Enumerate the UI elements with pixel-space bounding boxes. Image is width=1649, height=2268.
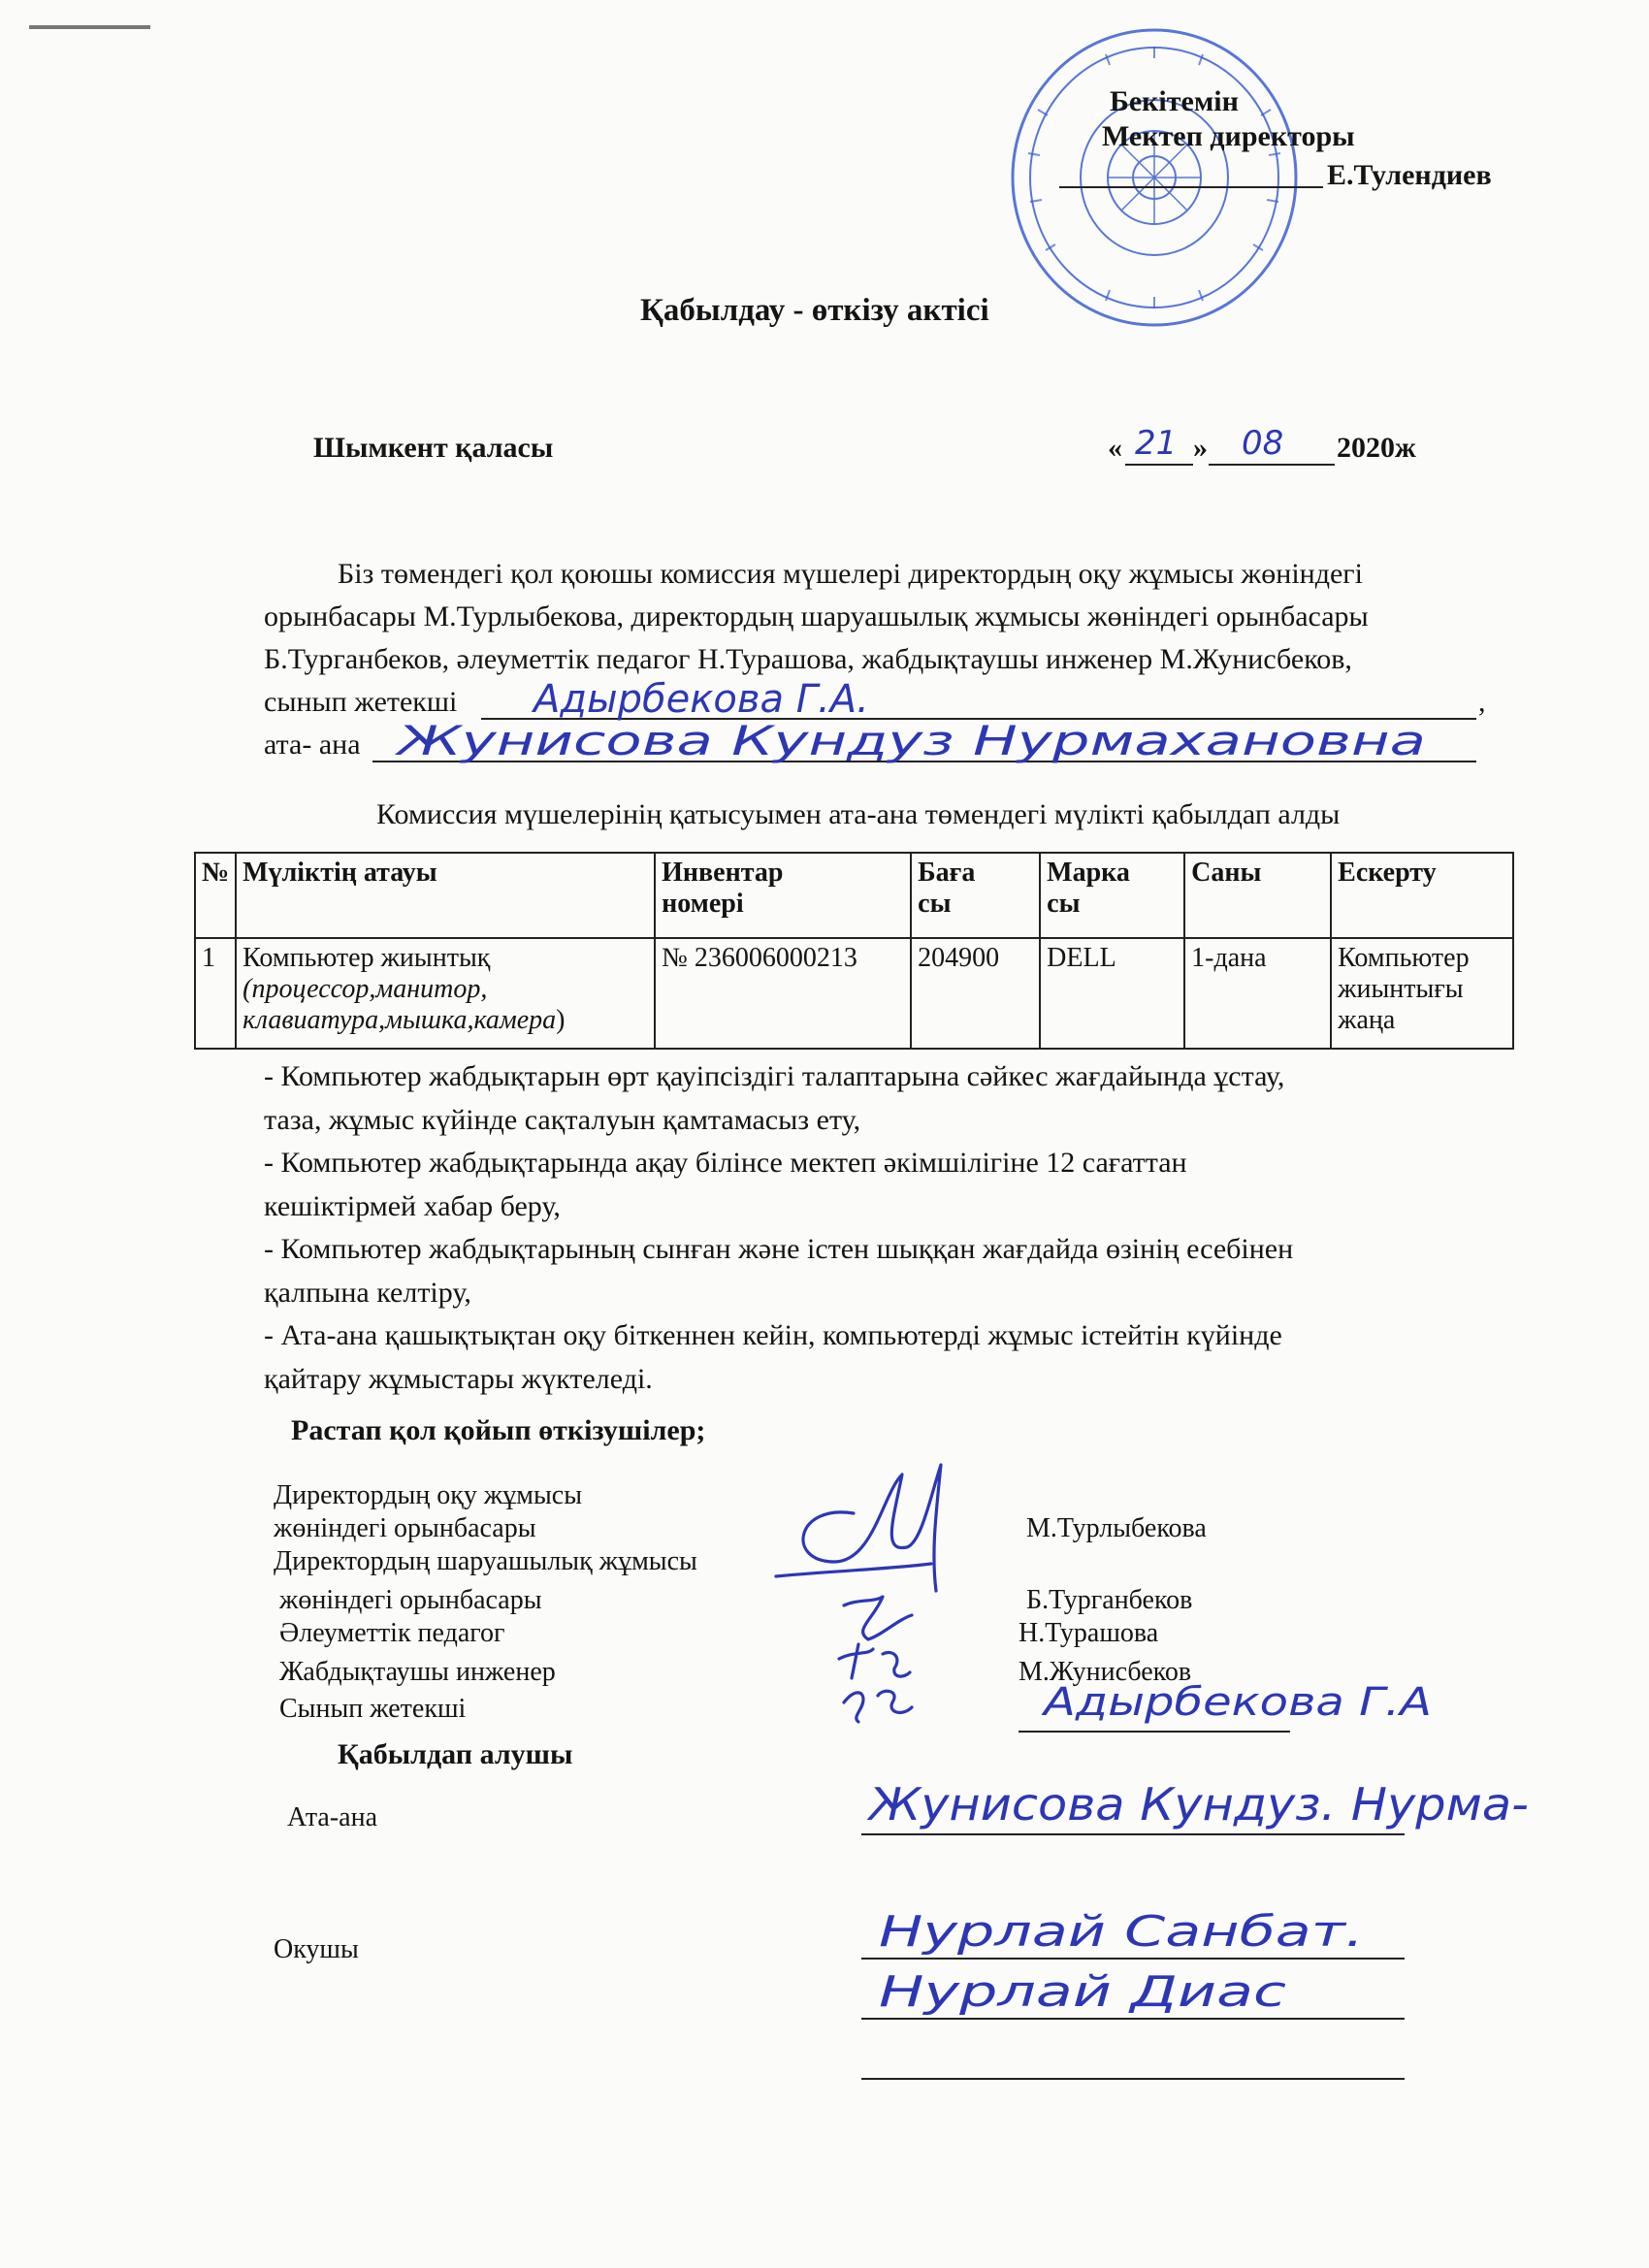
receiver-student-line-1 — [861, 1958, 1405, 1960]
role-1-line-2: жөніндегі орынбасары — [274, 1513, 536, 1543]
col-header-num: № — [195, 853, 236, 938]
col-header-qty: Саны — [1184, 853, 1331, 938]
condition-line: қайтару жұмыстары жүктеледі. — [264, 1362, 653, 1395]
svg-text:Нурлай Санбат.: Нурлай Санбат. — [879, 1907, 1364, 1957]
svg-text:Адырбекова Г.А.: Адырбекова Г.А. — [534, 677, 869, 722]
parent-label: ата- ана — [264, 729, 361, 761]
col-header-name: Мүліктің атауы — [236, 853, 655, 938]
class-teacher-name-handwritten — [1038, 1670, 1445, 1731]
role-2-line-2: жөніндегі орынбасары — [279, 1585, 542, 1615]
name-2: Б.Турганбеков — [1026, 1585, 1193, 1615]
official-stamp — [999, 17, 1310, 338]
receiver-parent-line — [861, 1833, 1405, 1835]
receiver-parent-label: Ата-ана — [287, 1802, 377, 1832]
director-signature-line — [1059, 186, 1323, 188]
receiver-student-label: Окушы — [274, 1934, 359, 1964]
name-1: М.Турлыбекова — [1026, 1513, 1207, 1543]
condition-line: кешіктірмей хабар беру, — [264, 1189, 561, 1222]
condition-line: - Компьютер жабдықтарын өрт қауіпсіздігі талаптарына сәйкес жағдайында ұстау, — [264, 1060, 1285, 1092]
cell-qty: 1-дана — [1184, 938, 1331, 1049]
signatories-heading: Растап қол қойып өткізушілер; — [291, 1414, 706, 1446]
name-3: Н.Турашова — [1018, 1618, 1159, 1648]
conditions-list — [264, 1055, 1293, 1401]
approval-position: Мектеп директоры — [1102, 120, 1355, 152]
col-header-inventory: Инвентар номері — [655, 853, 911, 938]
approval-heading: Бекітемін — [1110, 85, 1239, 117]
svg-text:21: 21 — [1135, 424, 1178, 463]
receiver-student-signature-2 — [873, 1961, 1319, 2018]
receivers-heading: Қабылдап алушы — [338, 1738, 573, 1770]
condition-line: таза, жұмыс күйінде сақталуын қамтамасыз ету, — [264, 1103, 861, 1136]
receiver-student-line-2 — [861, 2018, 1405, 2020]
role-4: Жабдықтаушы инженер — [279, 1657, 556, 1687]
col-header-price: Баға сы — [911, 853, 1040, 938]
role-5: Сынып жетекші — [279, 1694, 467, 1724]
parent-signature — [388, 714, 1455, 766]
date-year: 2020ж — [1337, 432, 1416, 464]
role-5-signature-line — [1018, 1731, 1290, 1733]
condition-line: - Компьютер жабдықтарының сынған және істен шыққан жағдайда өзінің есебінен — [264, 1233, 1294, 1265]
condition-line: - Компьютер жабдықтарында ақау білінсе мектеп әкімшілігіне 12 сағаттан — [264, 1147, 1187, 1179]
receiver-student-signature-1 — [873, 1899, 1377, 1958]
svg-text:Нурлай Диас: Нурлай Диас — [879, 1967, 1286, 2017]
cell-name: Компьютер жиынтық (процессор,манитор, клавиатура,мышка,камера) — [236, 938, 655, 1049]
svg-text:08: 08 — [1242, 424, 1284, 463]
date-open-quote: « — [1108, 432, 1122, 464]
cell-num: 1 — [195, 938, 236, 1049]
date-day-line — [1125, 464, 1193, 466]
date-close-quote: » — [1193, 432, 1208, 464]
name-4: М.Жунисбеков — [1018, 1657, 1192, 1687]
role-2-line-1: Директордың шаруашылық жұмысы — [274, 1546, 697, 1576]
cell-inventory: № 236006000213 — [655, 938, 911, 1049]
svg-text:Жунисова Кундуз. Нурма-: Жунисова Кундуз. Нурма- — [865, 1778, 1529, 1831]
role-3: Әлеуметтік педагог — [279, 1618, 505, 1648]
col-header-note: Ескерту — [1331, 853, 1513, 938]
intro-line-6: Комиссия мүшелерінің қатысуымен ата-ана төмендегі мүлікті қабылдап алды — [376, 798, 1341, 830]
director-name: Е.Тулендиев — [1327, 159, 1492, 191]
cell-brand: DELL — [1040, 938, 1184, 1049]
date-month — [1209, 415, 1335, 464]
intro-line-3: Б.Турганбеков, әлеуметтік педагог Н.Турашова, жабдықтаушы инженер М.Жунисбеков, — [264, 643, 1352, 675]
page-title: Қабылдау - өткізу актісі — [640, 293, 989, 328]
scan-edge-mark — [29, 25, 150, 29]
role-1-line-1: Директордың оқу жұмысы — [274, 1480, 583, 1510]
table-header-row — [195, 853, 1513, 938]
svg-text:Адырбекова Г.А: Адырбекова Г.А — [1040, 1680, 1432, 1725]
intro-line-1: Біз төмендегі қол қоюшы комиссия мүшелері директордың оқу жұмысы жөніндегі — [338, 558, 1363, 590]
class-teacher-label: сынып жетекші — [264, 686, 458, 718]
svg-text:Жунисова Кундуз Нурмахановна: Жунисова Кундуз Нурмахановна — [393, 717, 1426, 764]
receiver-student-line-3 — [861, 2078, 1405, 2080]
date-day — [1125, 415, 1193, 464]
signatures-scribble — [737, 1436, 1028, 1727]
condition-line: - Ата-ана қашықтықтан оқу біткеннен кейін, компьютерді жұмыс істейтін күйінде — [264, 1319, 1282, 1351]
date-month-line — [1209, 464, 1335, 466]
receiver-parent-signature — [863, 1771, 1542, 1833]
cell-note: Компьютер жиынтығы жаңа — [1331, 938, 1513, 1049]
intro-line-2: орынбасары М.Турлыбекова, директордың шаруашылық жұмысы жөніндегі орынбасары — [264, 600, 1369, 632]
col-header-brand: Марка сы — [1040, 853, 1184, 938]
cell-price: 204900 — [911, 938, 1040, 1049]
class-teacher-end: , — [1478, 686, 1486, 718]
condition-line: қалпына келтіру, — [264, 1276, 471, 1309]
table-row — [195, 938, 1513, 1049]
city: Шымкент қаласы — [313, 432, 554, 464]
property-table — [194, 852, 1514, 1050]
